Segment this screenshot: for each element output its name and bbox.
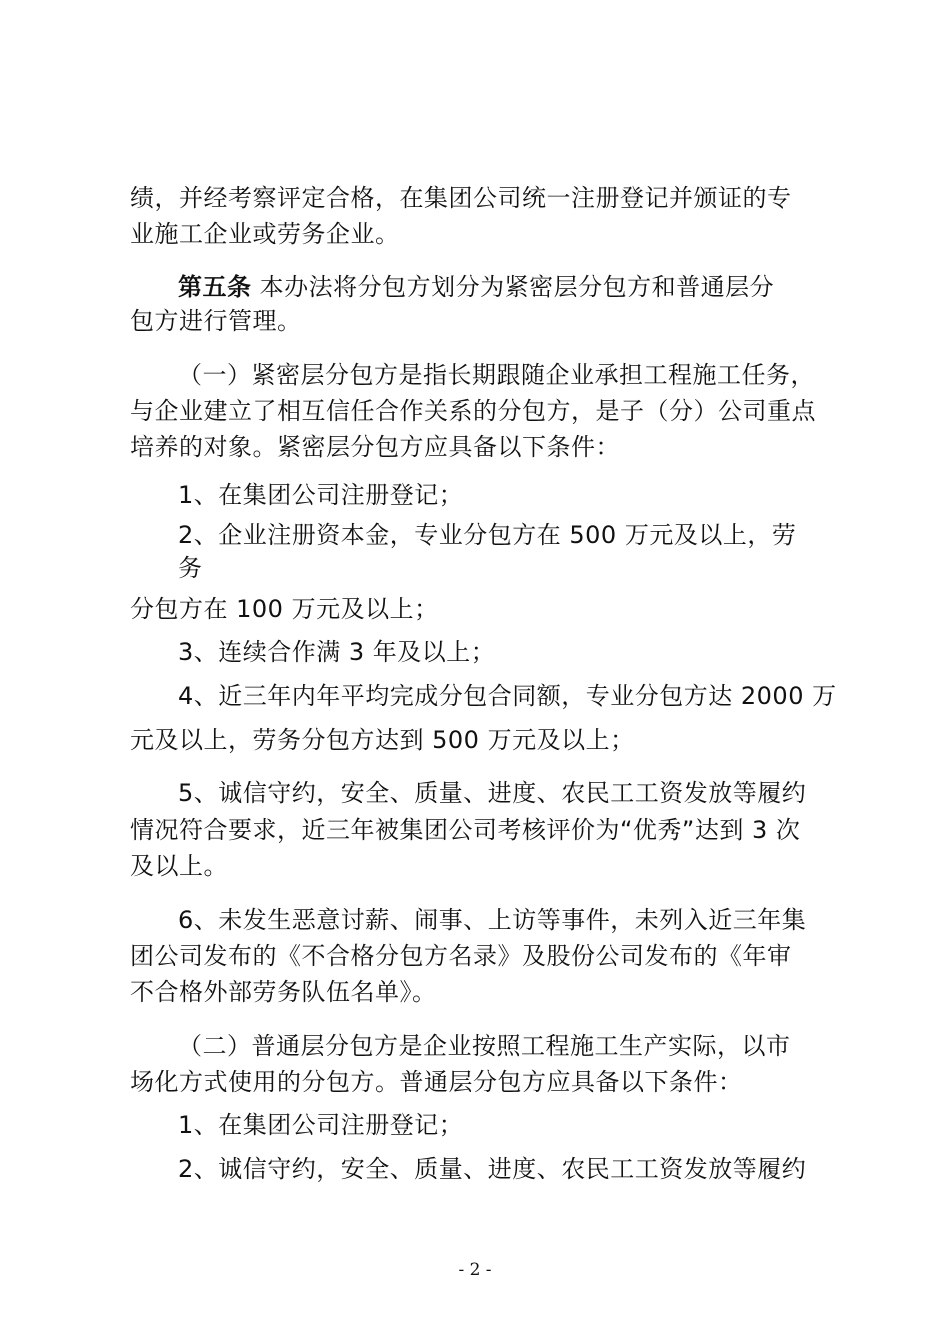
article-text: 本办法将分包方划分为紧密层分包方和普通层分 <box>259 273 775 301</box>
list-item: 1、在集团公司注册登记； <box>178 1111 464 1139</box>
article-label: 第五条 <box>178 273 252 301</box>
section-heading-line: （一）紧密层分包方是指长期跟随企业承担工程施工任务， <box>178 361 815 389</box>
page-number: - 2 - <box>458 1260 492 1280</box>
paragraph-line: 情况符合要求，近三年被集团公司考核评价为“优秀”达到 3 次 <box>130 816 801 844</box>
paragraph-line: 不合格外部劳务队伍名单》。 <box>130 978 437 1006</box>
list-item: 4、近三年内年平均完成分包合同额，专业分包方达 2000 万 <box>178 682 837 710</box>
paragraph-line: 务 <box>178 554 203 582</box>
paragraph-line: 团公司发布的《不合格分包方名录》及股份公司发布的《年审 <box>130 942 792 970</box>
paragraph-line: 业施工企业或劳务企业。 <box>130 220 400 248</box>
list-item: 2、企业注册资本金，专业分包方在 500 万元及以上，劳 <box>178 521 797 549</box>
list-item: 1、在集团公司注册登记； <box>178 481 464 509</box>
paragraph-line: 绩，并经考察评定合格，在集团公司统一注册登记并颁证的专 <box>130 184 792 212</box>
paragraph-line: 分包方在 100 万元及以上； <box>130 595 439 623</box>
paragraph-line: 及以上。 <box>130 852 228 880</box>
list-item: 2、诚信守约，安全、质量、进度、农民工工资发放等履约 <box>178 1155 807 1183</box>
list-item: 6、未发生恶意讨薪、闹事、上访等事件，未列入近三年集 <box>178 906 807 934</box>
paragraph-line: 元及以上，劳务分包方达到 500 万元及以上； <box>130 726 635 754</box>
paragraph-line: 与企业建立了相互信任合作关系的分包方，是子（分）公司重点 <box>130 397 816 425</box>
article-heading-line <box>178 272 774 302</box>
list-item: 5、诚信守约，安全、质量、进度、农民工工资发放等履约 <box>178 779 807 807</box>
section-heading-line: （二）普通层分包方是企业按照工程施工生产实际，以市 <box>178 1032 791 1060</box>
paragraph-line: 培养的对象。紧密层分包方应具备以下条件： <box>130 433 620 461</box>
paragraph-line: 场化方式使用的分包方。普通层分包方应具备以下条件： <box>130 1068 743 1096</box>
paragraph-line: 包方进行管理。 <box>130 307 302 335</box>
list-item: 3、连续合作满 3 年及以上； <box>178 638 496 666</box>
